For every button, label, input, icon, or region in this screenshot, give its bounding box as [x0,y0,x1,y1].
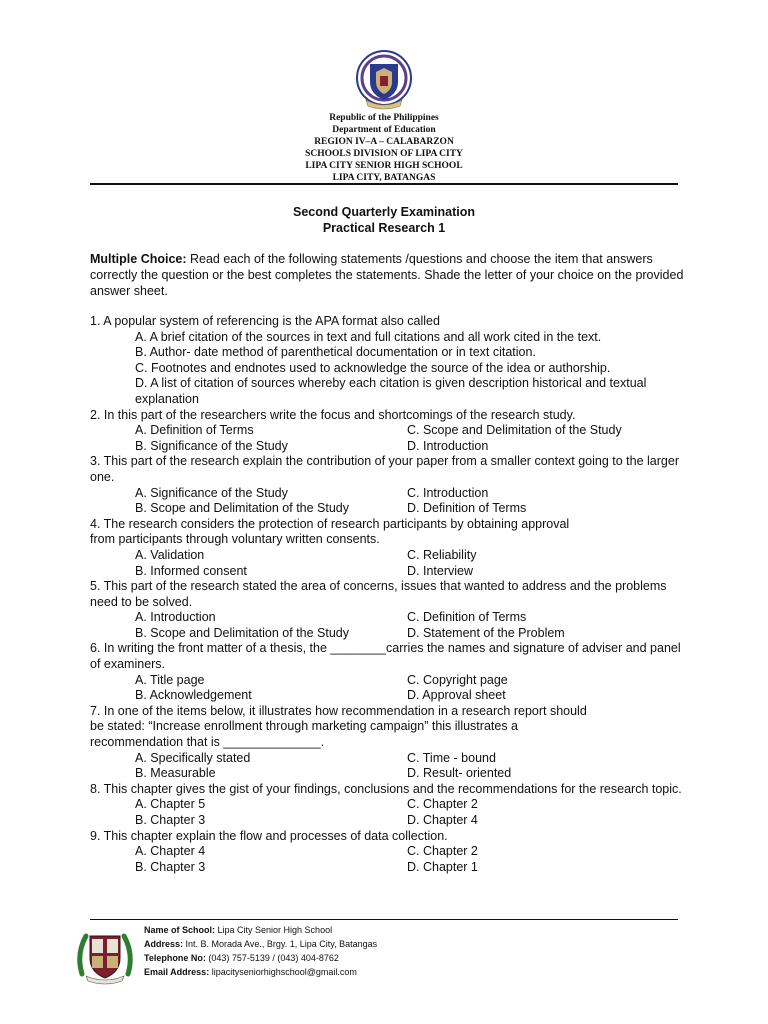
question-8-option-a: A. Chapter 5 [135,797,206,812]
footer-telephone [144,951,377,965]
question-8-options [90,797,690,828]
question-4-option-b: B. Informed consent [135,563,247,578]
question-9-option-c: C. Chapter 2 [407,844,478,859]
address-value: Int. B. Morada Ave., Brgy. 1, Lipa City, Batangas [183,939,378,949]
question-7-option-b: B. Measurable [135,766,216,781]
footer-email [144,965,377,979]
address-label: Address: [144,939,184,949]
footer-divider [90,919,678,920]
question-list [90,314,690,875]
school-logo-icon [74,924,136,986]
question-5-option-c: C. Definition of Terms [407,610,527,625]
question-5-option-a: A. Introduction [135,610,216,625]
question-8-option-c: C. Chapter 2 [407,797,478,812]
question-2-option-d: D. Introduction [407,438,489,453]
question-2-option-b: B. Significance of the Study [135,438,288,453]
instructions-text: Read each of the following statements /questions and choose the item that answers correctly the question or the best completes the statements. Shade the letter of your choice on the provided answer sheet. [90,252,684,298]
question-4-option-d: D. Interview [407,563,473,578]
footer-address [144,937,377,951]
question-4-option-c: C. Reliability [407,547,477,562]
letterhead-country: Republic of the Philippines [329,113,439,123]
question-3-option-c: C. Introduction [407,485,489,500]
question-5-option-d: D. Statement of the Problem [407,625,565,640]
question-6-options [90,673,690,704]
question-7-stem-end: recommendation that is ______________. [90,735,325,750]
letterhead [0,112,768,184]
question-8-option-b: B. Chapter 3 [135,813,206,827]
question-7-option-d: D. Result- oriented [407,766,512,781]
question-7-option-a: A. Specifically stated [135,750,251,765]
header-divider [90,183,678,185]
school-name-value: Lipa City Senior High School [215,925,333,935]
question-9-stem: 9. This chapter explain the flow and processes of data collection. [90,828,448,843]
question-6-stem: 6. In writing the front matter of a thesis, the ________carries the names and signature of adviser and panel of examiners. [90,641,681,672]
question-2-option-a: A. Definition of Terms [135,423,254,438]
exam-title [0,205,768,236]
telephone-value: (043) 757-5139 / (043) 404-8762 [205,953,339,963]
instructions-label: Multiple Choice: [90,252,187,266]
school-name-label: Name of School: [144,925,216,935]
question-7-options [90,751,690,782]
question-7-stem: 7. In one of the items below, it illustrates how recommendation in a research report should [90,703,587,718]
question-2-stem: 2. In this part of the researchers write the focus and shortcomings of the research study. [90,407,576,422]
letterhead-school: LIPA CITY SENIOR HIGH SCHOOL [305,161,463,171]
question-9-option-d: D. Chapter 1 [407,859,478,874]
question-6-option-b: B. Acknowledgement [135,688,252,703]
email-value[interactable]: lipacityseniorhighschool@gmail.com [209,967,357,977]
letterhead-division: SCHOOLS DIVISION OF LIPA CITY [305,149,463,159]
question-6-option-d: D. Approval sheet [407,688,506,703]
question-4-options [90,548,690,579]
question-2-option-c: C. Scope and Delimitation of the Study [407,423,622,438]
question-3-option-b: B. Scope and Delimitation of the Study [135,501,350,516]
exam-title-line: Second Quarterly Examination [293,205,475,219]
letterhead-city: LIPA CITY, BATANGAS [332,173,436,183]
telephone-label: Telephone No: [144,953,206,963]
question-1-option-c: C. Footnotes and endnotes used to acknowledge the source of the idea or authorship. [135,360,611,375]
question-3-option-a: A. Significance of the Study [135,485,288,500]
question-1-option-b: B. Author- date method of parenthetical documentation or in text citation. [135,345,536,360]
deped-seal-icon [356,48,412,112]
letterhead-department: Department of Education [332,125,436,135]
question-1-option-a: A. A brief citation of the sources in text and full citations and all work cited in the text. [135,329,602,344]
question-9-option-a: A. Chapter 4 [135,844,206,859]
subject-title-line: Practical Research 1 [322,220,446,235]
question-7-option-c: C. Time - bound [407,750,496,765]
instructions [90,251,690,299]
email-label: Email Address: [144,967,210,977]
question-1-stem: 1. A popular system of referencing is the APA format also called [90,314,440,328]
footer-school-name [144,923,377,937]
question-9-options [90,844,690,875]
school-contact-block [144,923,377,979]
letterhead-region: REGION IV–A – CALABARZON [314,137,454,147]
question-3-options [90,486,690,517]
question-5-options [90,610,690,641]
question-1-option-d: D. A list of citation of sources whereby each citation is given description historical and textual explanation [135,376,647,406]
question-8-option-d: D. Chapter 4 [407,813,478,827]
question-4-option-a: A. Validation [135,547,205,562]
question-5-option-b: B. Scope and Delimitation of the Study [135,625,350,640]
question-4-stem: 4. The research considers the protection of research participants by obtaining approval [90,516,570,531]
question-6-option-a: A. Title page [135,672,205,687]
question-9-option-b: B. Chapter 3 [135,859,206,874]
question-7-stem-cont: be stated: “Increase enrollment through marketing campaign” this illustrates a [90,719,518,734]
question-8-stem: 8. This chapter gives the gist of your findings, conclusions and the recommendations for the research topic. [90,781,682,796]
question-5-stem: 5. This part of the research stated the area of concerns, issues that wanted to address and the problems need to be solved. [90,579,667,609]
question-3-option-d: D. Definition of Terms [407,501,527,516]
question-6-option-c: C. Copyright page [407,672,508,687]
question-2-options [90,423,690,454]
question-4-stem-cont: from participants through voluntary written consents. [90,532,380,547]
question-3-stem: 3. This part of the research explain the contribution of your paper from a smaller context going to the larger one. [90,454,679,484]
